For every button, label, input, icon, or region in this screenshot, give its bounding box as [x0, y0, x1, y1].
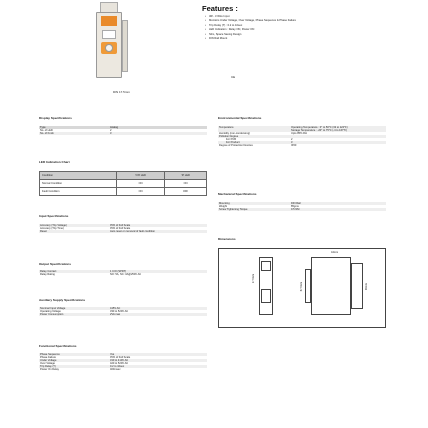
led-chart-title: LED Indication Chart: [39, 160, 70, 164]
dimensions-title: Dimensions: [218, 237, 236, 241]
led-chart-table: Condition 'ON' LED 'R' LED Normal Condition ON ON Fault Condition ON OFF: [39, 171, 207, 196]
output-title: Output Specifications: [39, 262, 71, 266]
features-title: Features :: [202, 4, 238, 13]
functional-title: Functional Specifications: [39, 344, 77, 348]
dimensions-drawing: [218, 248, 386, 328]
aux-title: Auxiliary Supply Specifications: [39, 298, 86, 302]
environmental-title: Environmental Specifications: [218, 116, 262, 120]
environmental-table: Temperature Operating Temperature : 0° to 50°C (32 to 122°F) Storage Temperature : -20° to 75°C (-4 to 167°F) Humidity (non-condensing) Upto 85% RH Pollution Degree For PCB 2 For Product 3 Degree of Protection Devices IP20: [218, 126, 386, 147]
output-table: Relay Contact 1 C/O (SPDT) Relay Rating NO: 5A, NC: 3A@250V AC: [39, 270, 207, 276]
aux-table: Nominal Input Voltage 415V AC Operating Voltage 330 to 520V AC Power Consumption 2VA max: [39, 307, 207, 316]
functional-table: Phase Sequence Yes Phase Failure ±5% of Full Scale Under Voltage 310 to 410V AC Over Voltage 420 to 520V AC Trip Delay (T) 0.2 to 10sec Power On Delay 400msec: [39, 353, 207, 371]
mechanical-title: Mechanical Specifications: [218, 192, 257, 196]
display-table: Type Analog No. of LED 2 No. of Knob 3: [39, 126, 207, 135]
product-image: [96, 2, 130, 86]
input-title: Input Specifications: [39, 214, 69, 218]
height2-label: 67.5mm: [300, 281, 304, 292]
depth-label: 17.5mm: [252, 273, 256, 284]
ce-mark: CE: [231, 75, 236, 79]
feature-item: • Slim, Space Saving Design: [205, 33, 365, 37]
input-table: Accuracy (Trip Voltage) ±5% of Full Scale Accuracy (Trip Time) ±5% of Full Scale Reset Auto reset on removal of fault condition: [39, 224, 207, 233]
feature-item: • Trip Delay (T) : 0.2 to 10sec: [205, 24, 365, 28]
feature-item: • Monitors Under Voltage, Over Voltage, Phase Sequence & Phase Failure: [205, 19, 365, 23]
width-label: 44mm: [331, 251, 339, 254]
height-label: 90mm: [365, 282, 369, 291]
display-title: Display Specifications: [39, 116, 72, 120]
product-caption: DIN 17.5mm: [113, 90, 130, 94]
features-list: [205, 15, 365, 41]
feature-item: • LED Indication : Relay ON, Power ON: [205, 28, 365, 32]
mechanical-table: Mounting DIN Rail Weight 85gms Screw Tightening Torque 0.5 NM: [218, 202, 386, 211]
feature-item: • DIN Rail Mount: [205, 37, 365, 41]
feature-item: • 3Ø - 3 Wire Input: [205, 15, 365, 19]
